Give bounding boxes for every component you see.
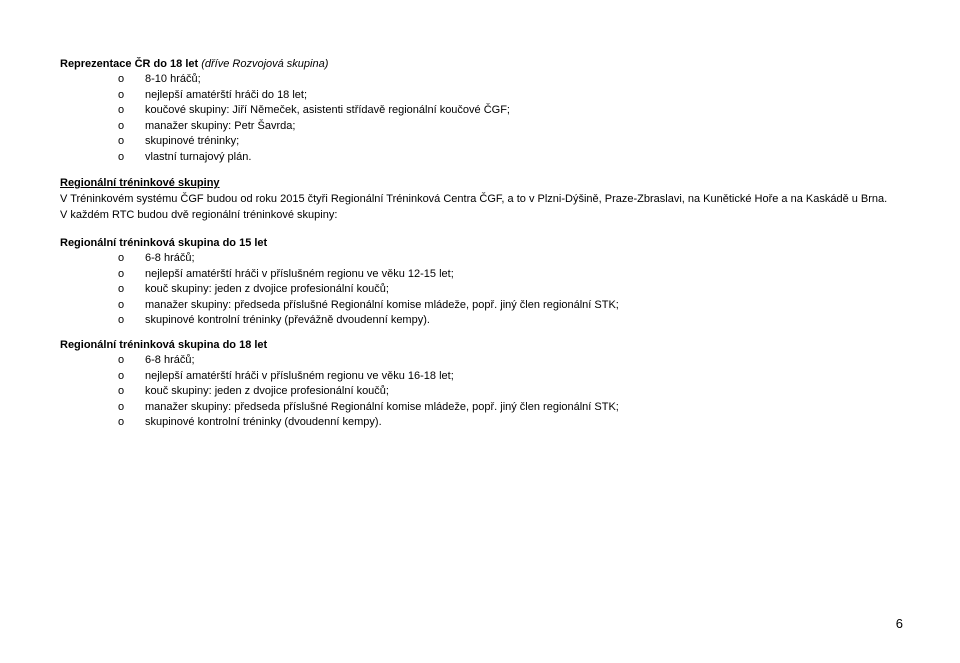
- list-item-text: manažer skupiny: předseda příslušné Regionální komise mládeže, popř. jiný člen regionální STK;: [145, 400, 619, 413]
- list-item-text: nejlepší amatérští hráči v příslušném regionu ve věku 16-18 let;: [145, 369, 454, 382]
- list-item-text: vlastní turnajový plán.: [145, 150, 252, 163]
- list-item-text: 6-8 hráčů;: [145, 252, 195, 264]
- bullet-marker: o: [118, 354, 125, 366]
- list-item-text: nejlepší amatérští hráči do 18 let;: [145, 88, 308, 101]
- section-title-text: Reprezentace ČR do 18 let: [60, 58, 199, 70]
- section-group-u18: [60, 337, 940, 431]
- list-item-text: kouč skupiny: jeden z dvojice profesionální koučů;: [145, 385, 389, 397]
- list-item-text: manažer skupiny: Petr Šavrda;: [145, 119, 296, 132]
- bullet-marker: o: [118, 252, 125, 264]
- paragraph: V Tréninkovém systému ČGF budou od roku 2015 čtyři Regionální Tréninková Centra ČGF, a to v Plzni-Dýšině, Praze-Zbraslavi, na Kunětické Hoře a na Kaskádě u Brna.: [60, 193, 888, 205]
- list-item: [60, 103, 940, 119]
- section-title: Regionální tréninková skupina do 15 let: [60, 237, 268, 249]
- list-item: [60, 400, 940, 416]
- list-item: [60, 384, 940, 400]
- section-title: Regionální tréninková skupina do 18 let: [60, 339, 268, 351]
- bullet-marker: o: [118, 267, 125, 280]
- list-item: [60, 298, 940, 314]
- list-item: [60, 282, 940, 298]
- bullet-marker: o: [118, 298, 125, 311]
- list-item-text: 6-8 hráčů;: [145, 354, 195, 366]
- list-item-text: kouč skupiny: jeden z dvojice profesionální koučů;: [145, 283, 389, 295]
- list-item-text: skupinové tréninky;: [145, 135, 240, 147]
- page-number: 6: [895, 616, 903, 631]
- list-item-text: skupinové kontrolní tréninky (převážně dvoudenní kempy).: [145, 314, 430, 326]
- bullet-marker: o: [118, 400, 125, 413]
- bullet-marker: o: [118, 119, 125, 132]
- bullet-marker: o: [118, 88, 125, 101]
- list-item: [60, 150, 940, 166]
- bullet-marker: o: [118, 314, 125, 326]
- list-item-text: skupinové kontrolní tréninky (dvoudenní kempy).: [145, 416, 382, 428]
- list-item: [60, 369, 940, 385]
- section-group-u15: [60, 235, 940, 329]
- bullet-list: [60, 72, 940, 165]
- bullet-marker: o: [118, 416, 125, 428]
- list-item-text: manažer skupiny: předseda příslušné Regionální komise mládeže, popř. jiný člen regionální STK;: [145, 298, 619, 311]
- list-item-text: nejlepší amatérští hráči v příslušném regionu ve věku 12-15 let;: [145, 267, 454, 280]
- paragraph: V každém RTC budou dvě regionální tréninkové skupiny:: [60, 209, 338, 221]
- section-reprezentace: [60, 56, 940, 165]
- list-item-text: koučové skupiny: Jiří Němeček, asistenti střídavě regionální koučové ČGF;: [145, 104, 510, 116]
- list-item: [60, 134, 940, 150]
- section-title: [60, 56, 940, 72]
- list-item: [60, 119, 940, 135]
- bullet-marker: o: [118, 135, 125, 147]
- bullet-list: [60, 251, 940, 329]
- list-item: [60, 267, 940, 283]
- list-item: [60, 353, 940, 369]
- bullet-list: [60, 353, 940, 431]
- bullet-marker: o: [118, 73, 125, 85]
- bullet-marker: o: [118, 150, 125, 163]
- list-item-text: 8-10 hráčů;: [145, 73, 201, 85]
- list-item: [60, 88, 940, 104]
- bullet-marker: o: [118, 104, 125, 116]
- section-regional-groups: [60, 175, 940, 223]
- section-title-note: (dříve Rozvojová skupina): [201, 58, 329, 70]
- section-title: Regionální tréninkové skupiny: [60, 177, 220, 189]
- bullet-marker: o: [118, 385, 125, 397]
- bullet-marker: o: [118, 369, 125, 382]
- list-item: [60, 251, 940, 267]
- list-item: [60, 415, 940, 431]
- list-item: [60, 313, 940, 329]
- bullet-marker: o: [118, 283, 125, 295]
- list-item: [60, 72, 940, 88]
